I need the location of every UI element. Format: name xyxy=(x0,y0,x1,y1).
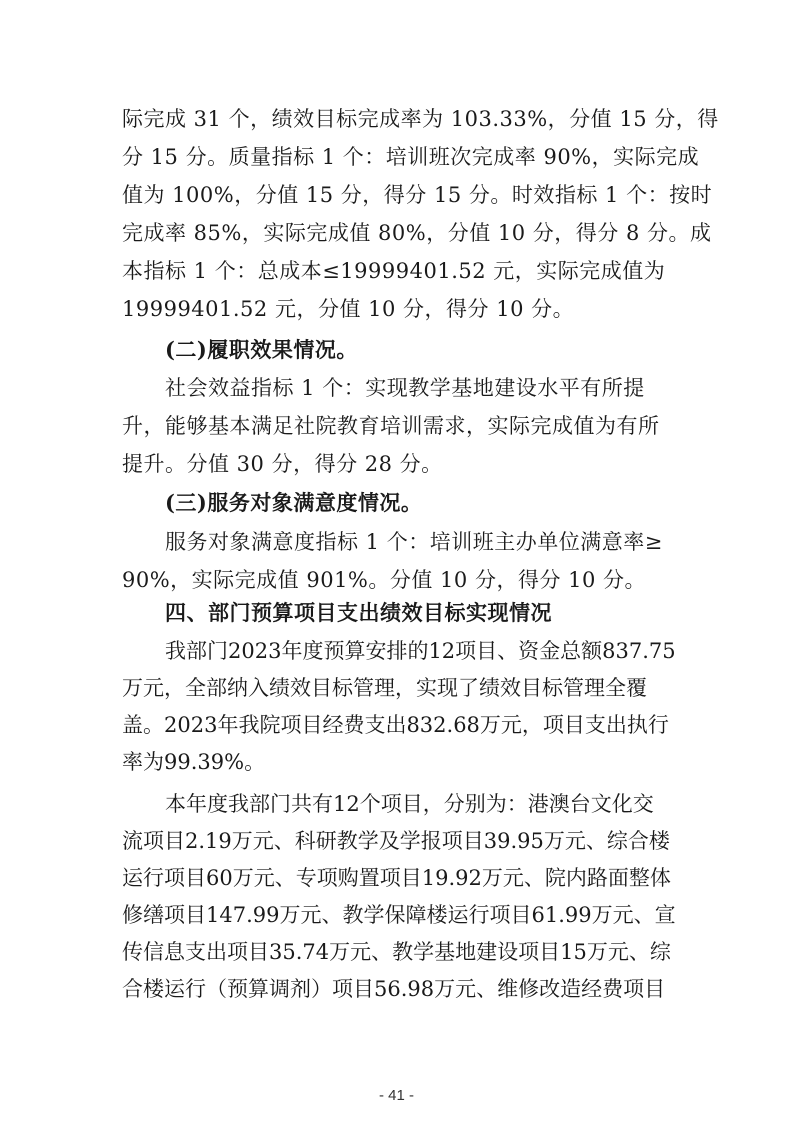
section-heading-4: 四、部门预算项目支出绩效目标实现情况 xyxy=(165,601,552,625)
paragraph-line: 本指标 1 个：总成本≤19999401.52 元，实际完成值为 xyxy=(122,259,666,283)
paragraph-line: 际完成 31 个，绩效目标完成率为 103.33%，分值 15 分，得 xyxy=(122,107,719,131)
paragraph-line: 万元，全部纳入绩效目标管理，实现了绩效目标管理全覆 xyxy=(122,676,647,700)
paragraph-line: 合楼运行（预算调剂）项目56.98万元、维修改造经费项目 xyxy=(122,977,666,1001)
paragraph-line: 修缮项目147.99万元、教学保障楼运行项目61.99万元、宣 xyxy=(122,903,676,927)
paragraph-line: 升，能够基本满足社院教育培训需求，实际完成值为有所 xyxy=(122,414,660,438)
paragraph-line: 运行项目60万元、专项购置项目19.92万元、院内路面整体 xyxy=(122,866,671,890)
paragraph-line: 流项目2.19万元、科研教学及学报项目39.95万元、综合楼 xyxy=(122,829,670,853)
paragraph-line: 90%，实际完成值 901%。分值 10 分，得分 10 分。 xyxy=(122,568,647,592)
paragraph-line: 分 15 分。质量指标 1 个：培训班次完成率 90%，实际完成 xyxy=(122,145,700,169)
section-subheading-3: (三)服务对象满意度情况。 xyxy=(165,490,423,515)
paragraph-line: 本年度我部门共有12个项目，分别为：港澳台文化交 xyxy=(165,792,654,816)
paragraph-line: 服务对象满意度指标 1 个：培训班主办单位满意率≥ xyxy=(165,530,663,554)
paragraph-line: 传信息支出项目35.74万元、教学基地建设项目15万元、综 xyxy=(122,940,671,964)
paragraph-line: 盖。2023年我院项目经费支出832.68万元，项目支出执行 xyxy=(122,713,669,737)
paragraph-line: 19999401.52 元，分值 10 分，得分 10 分。 xyxy=(122,297,575,321)
page-number: - 41 - xyxy=(378,1087,414,1104)
paragraph-line: 率为99.39%。 xyxy=(122,750,266,774)
paragraph-line: 社会效益指标 1 个：实现教学基地建设水平有所提 xyxy=(165,376,645,400)
paragraph-line: 提升。分值 30 分，得分 28 分。 xyxy=(122,452,443,476)
paragraph-line: 我部门2023年度预算安排的12项目、资金总额837.75 xyxy=(165,639,676,663)
paragraph-line: 值为 100%，分值 15 分，得分 15 分。时效指标 1 个：按时 xyxy=(122,183,713,207)
section-subheading-2: (二)履职效果情况。 xyxy=(165,337,358,362)
paragraph-line: 完成率 85%，实际完成值 80%，分值 10 分，得分 8 分。成 xyxy=(122,221,712,245)
